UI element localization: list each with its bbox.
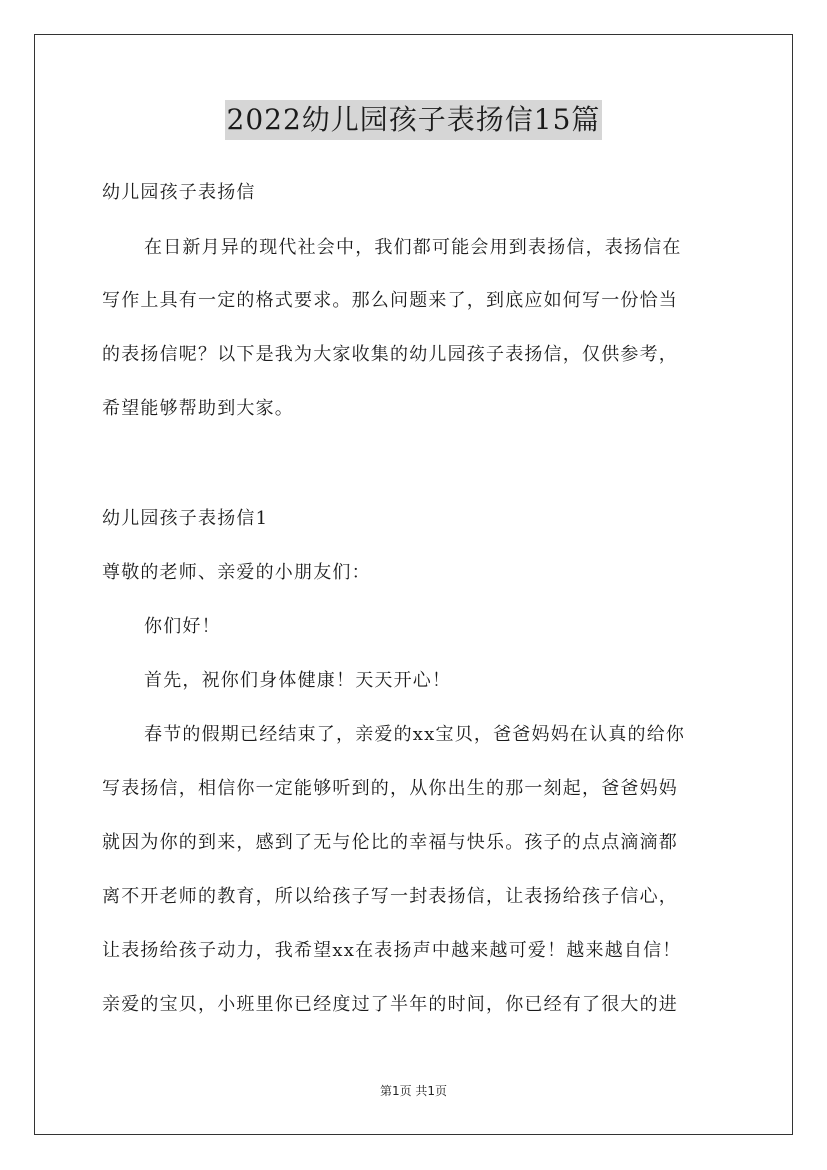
salutation: 尊敬的老师、亲爱的小朋友们： xyxy=(102,562,371,583)
paragraph-line: 的表扬信呢？以下是我为大家收集的幼儿园孩子表扬信，仅供参考， xyxy=(102,344,678,365)
page-footer: 第1页 共1页 xyxy=(379,1084,448,1098)
paragraph-line: 就因为你的到来，感到了无与伦比的幸福与快乐。孩子的点点滴滴都 xyxy=(102,832,678,853)
paragraph-line: 离不开老师的教育，所以给孩子写一封表扬信，让表扬给孩子信心， xyxy=(102,886,678,907)
paragraph-line: 亲爱的宝贝，小班里你已经度过了半年的时间，你已经有了很大的进 xyxy=(102,994,678,1015)
section-heading: 幼儿园孩子表扬信 xyxy=(102,182,256,203)
greeting: 你们好！ xyxy=(144,616,221,637)
title-container xyxy=(0,100,827,140)
paragraph-line: 写表扬信，相信你一定能够听到的，从你出生的那一刻起，爸爸妈妈 xyxy=(102,778,678,799)
paragraph-line: 在日新月异的现代社会中，我们都可能会用到表扬信，表扬信在 xyxy=(144,237,682,258)
paragraph-line: 希望能够帮助到大家。 xyxy=(102,398,294,419)
wishes-line: 首先，祝你们身体健康！天天开心！ xyxy=(144,670,452,691)
paragraph-line: 写作上具有一定的格式要求。那么问题来了，到底应如何写一份恰当 xyxy=(102,290,678,311)
paragraph-line: 让表扬给孩子动力，我希望xx在表扬声中越来越可爱！越来越自信！ xyxy=(102,940,682,961)
paragraph-line: 春节的假期已经结束了，亲爱的xx宝贝，爸爸妈妈在认真的给你 xyxy=(144,724,686,745)
letter-heading: 幼儿园孩子表扬信1 xyxy=(102,508,269,529)
document-title: 2022幼儿园孩子表扬信15篇 xyxy=(225,100,603,140)
